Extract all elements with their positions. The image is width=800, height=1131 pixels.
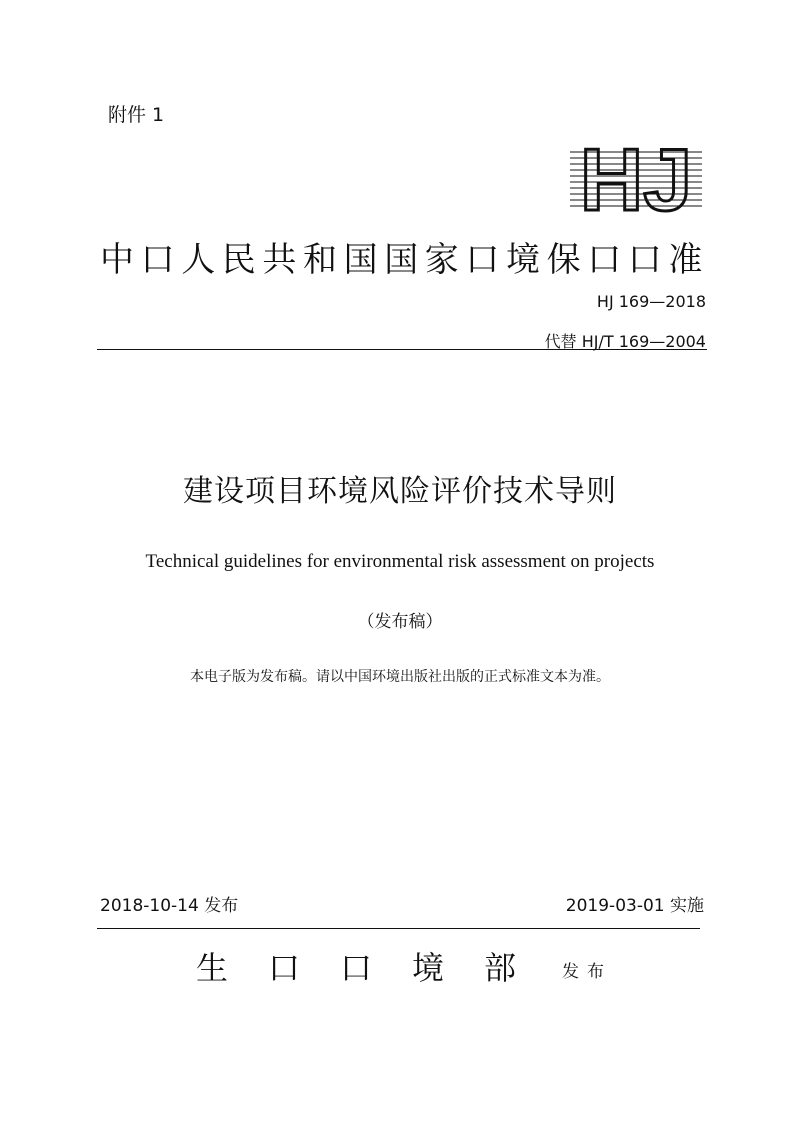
issuing-ministry: 生口口境部: [196, 949, 557, 987]
standard-name: 中口人民共和国国家口境保口口准: [100, 240, 709, 280]
edition-notice: 本电子版为发布稿。请以中国环境出版社出版的正式标准文本为准。: [190, 669, 610, 685]
header-divider: [97, 349, 707, 350]
hj-logo-text: HJ: [579, 140, 693, 216]
document-title-chinese: 建设项目环境风险评价技术导则: [183, 474, 617, 509]
implementation-date: 2019-03-01 实施: [565, 896, 704, 916]
standard-number: HJ 169—2018: [596, 292, 706, 311]
issue-date: 2018-10-14 发布: [100, 896, 239, 916]
document-title-english: Technical guidelines for environmental risk assessment on projects: [145, 551, 655, 572]
footer-divider: [97, 928, 700, 929]
hj-logo: [566, 140, 706, 216]
draft-label: （发布稿）: [357, 612, 443, 632]
attachment-label: 附件 1: [108, 104, 165, 126]
replaces-standard: 代替 HJ/T 169—2004: [544, 332, 706, 351]
publish-label: 发布: [562, 962, 612, 982]
